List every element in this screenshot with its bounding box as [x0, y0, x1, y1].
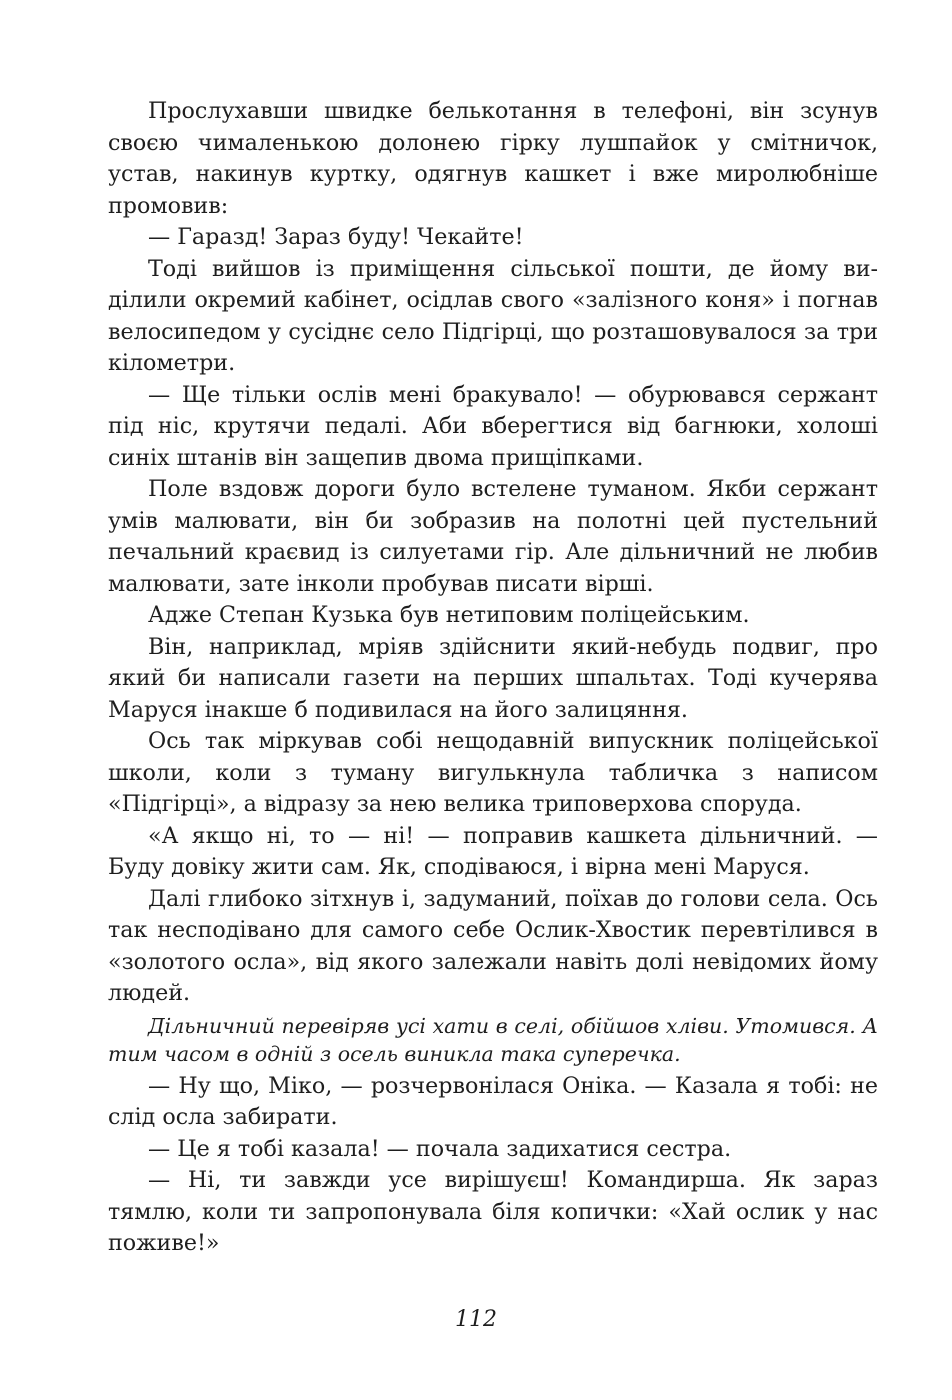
paragraph: Адже Степан Кузька був нетиповим поліцейським.: [148, 602, 750, 628]
italic-interlude-paragraph: Дільничний перевіряв усі хати в селі, обійшов хліви. Утомився. А тим часом в одній з осель виникла така суперечка.: [108, 1013, 878, 1066]
paragraph: Прослухавши швидке белькотання в телефоні, він зсунув своєю чималенькою долонею гірку лушпайок у смітничок, устав, накинув куртку, одягнув кашкет і вже миролюбніше промовив:: [108, 98, 878, 219]
paragraph: Він, наприклад, мріяв здійснити який-небудь подвиг, про який би написали газети на перших шпальтах. Тоді кучерява Маруся інакше б подивилася на його залицяння.: [108, 633, 878, 723]
paragraph: Далі глибоко зітхнув і, задуманий, поїхав до голови села. Ось так несподівано для самого себе Ослик-Хвостик перевтілився в «золотого осла», від якого залежали навіть долі невідомих йому людей.: [108, 885, 878, 1006]
page-number: 112: [455, 1307, 497, 1332]
paragraph: — Ще тільки ослів мені бракувало! — обурювався сержант під ніс, крутячи педалі. Аби вберегтися від багнюки, холоші синіх штанів він защепив двома прищіпками.: [108, 381, 878, 471]
paragraph: — Ні, ти завжди усе вирішуєш! Командирша. Як зараз тямлю, коли ти запропонувала біля копички: «Хай ослик у нас поживе!»: [108, 1167, 878, 1256]
paragraph: Поле вздовж дороги було встелене туманом. Якби сержант умів малювати, він би зобразив на полотні цей пустельний печальний краєвид із силуетами гір. Але дільничний не любив малювати, зате інколи пробував писати вірші.: [108, 476, 878, 597]
paragraph: — Це я тобі казала! — почала задихатися сестра.: [148, 1135, 732, 1162]
paragraph: — Ну що, Міко, — розчервонілася Оніка. — Казала я тобі: не слід осла забирати.: [108, 1072, 878, 1130]
paragraph: Ось так міркував собі нещодавній випускник поліцейської школи, коли з туману вигулькнула табличка з написом «Підгірці», а відразу за нею велика триповерхова споруда.: [108, 728, 878, 817]
paragraph: «А якщо ні, то — ні! — поправив кашкета дільничний. — Буду довіку жити сам. Як, сподіваюся, і вірна мені Маруся.: [108, 822, 878, 880]
paragraph: Тоді вийшов із приміщення сільської пошти, де йому виділили окремий кабінет, осідлав свого «залізного коня» і погнав велосипедом у сусіднє село Підгірці, що розташовувалося за три кілометри.: [108, 255, 878, 376]
paragraph: — Гаразд! Зараз буду! Чекайте!: [148, 224, 524, 250]
page-text-body: [108, 96, 878, 1260]
